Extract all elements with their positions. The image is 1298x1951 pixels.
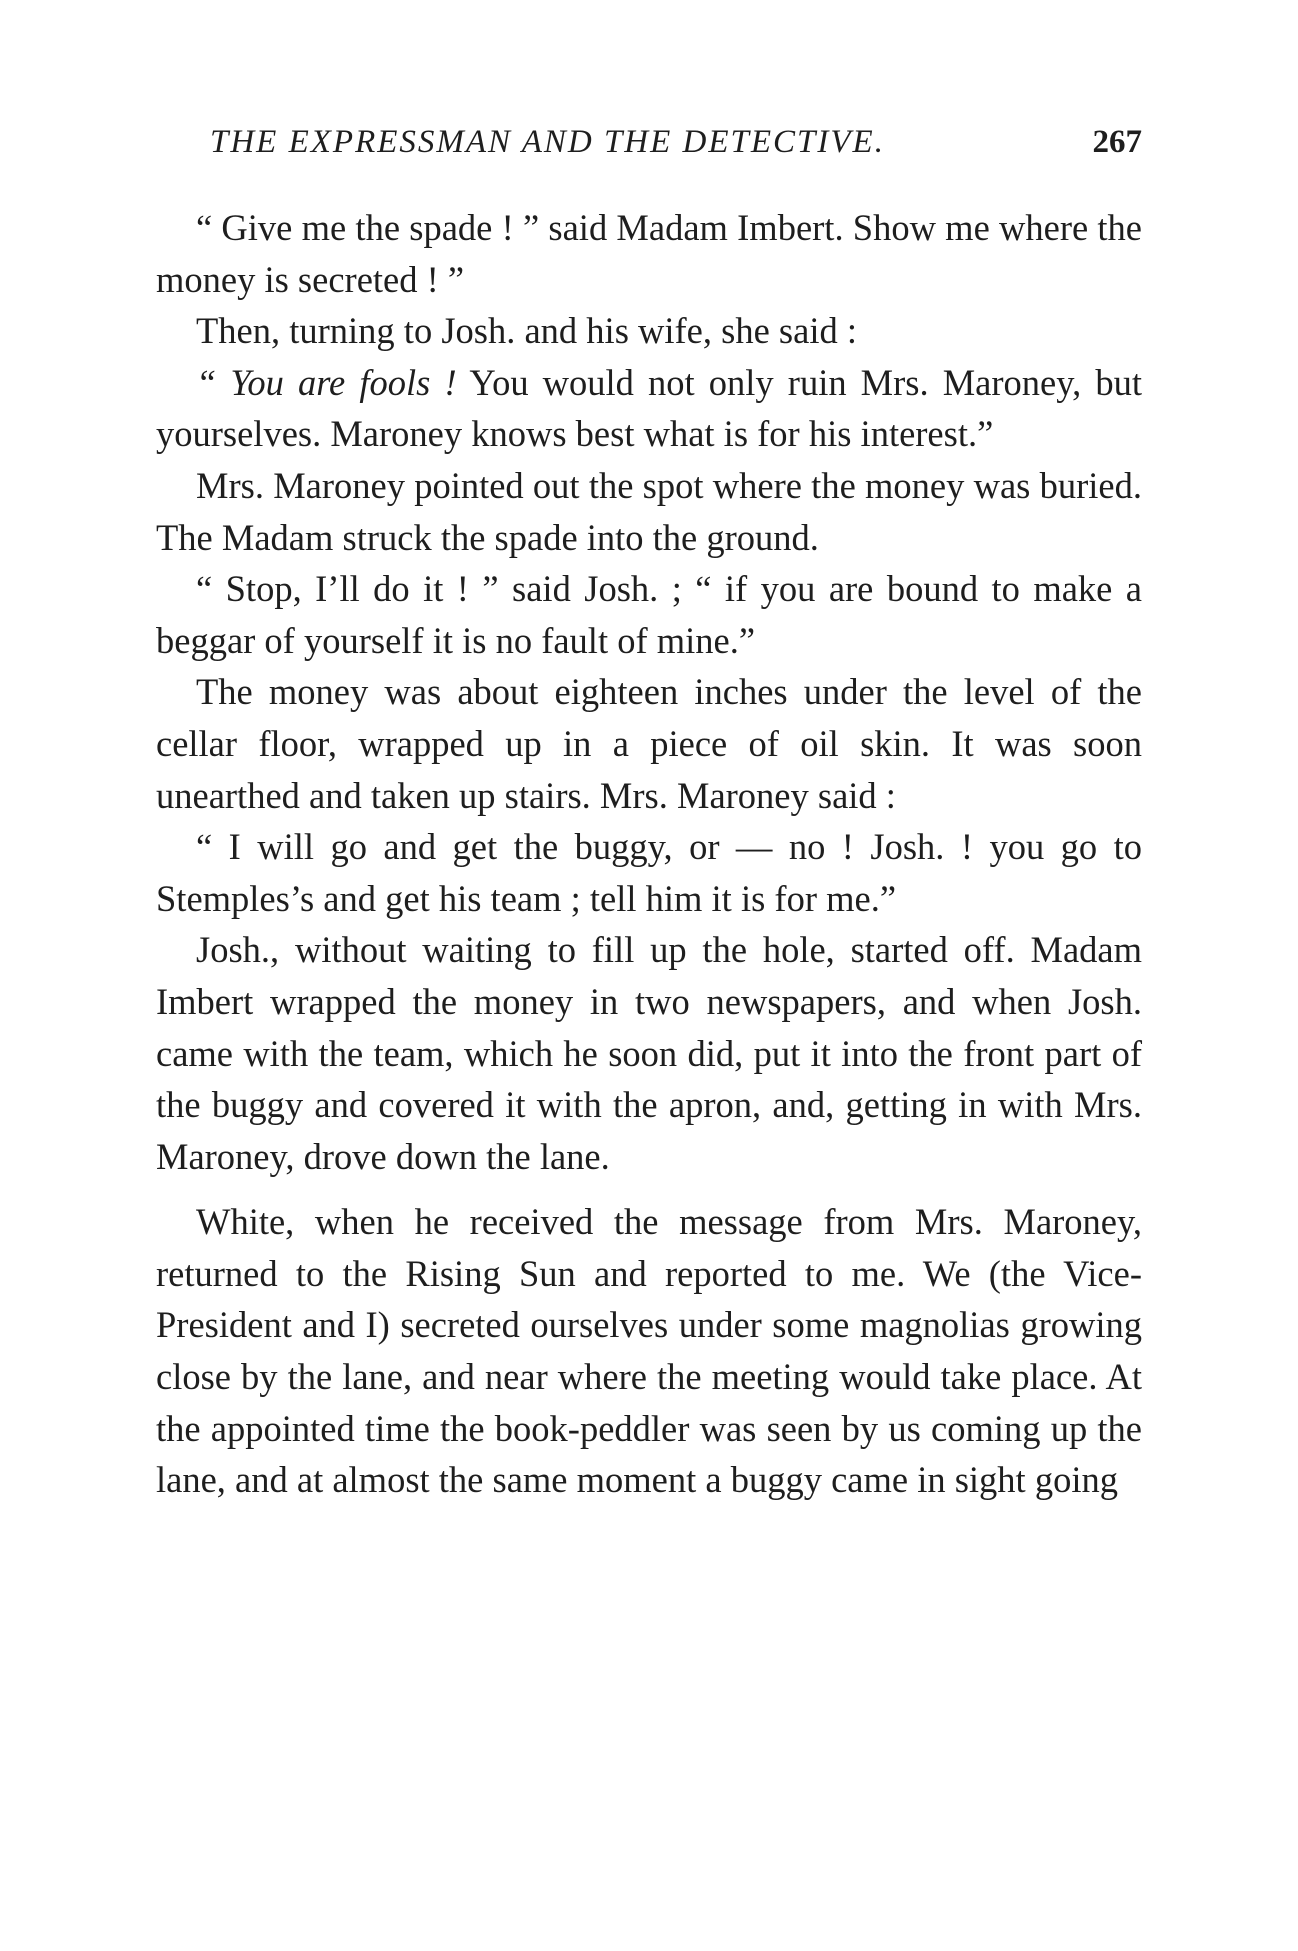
paragraph-8-text: Josh., without waiting to fill up the hole, started off. Madam Imbert wrapped the money in two newspapers, and when Josh. came with the team, which he soon did, put it into the front part of the buggy and covered it with the apron, and, getting in with Mrs. Maroney, drove down the lane. [156, 929, 1142, 1177]
paragraph-9 [156, 1196, 1142, 1506]
paragraph-2-text: Then, turning to Josh. and his wife, she said : [196, 310, 857, 352]
body-text [156, 202, 1142, 1506]
running-title: THE EXPRESSMAN AND THE DETECTIVE. [210, 124, 885, 160]
paragraph-4 [156, 460, 1142, 563]
paragraph-3-text: You would not only ruin Mrs. Maroney, but yourselves. Maroney knows best what is for his interest.” [156, 361, 1142, 455]
page-number: 267 [1092, 124, 1142, 160]
paragraph-1 [156, 202, 1142, 305]
paragraph-7-text: “ I will go and get the buggy, or — no ! Josh. ! you go to Stemples’s and get his team ; tell him it is for me.” [156, 826, 1142, 919]
paragraph-9-text: White, when he received the message from Mrs. Maroney, returned to the Rising Sun and reported to me. We (the Vice-President and I) secreted ourselves under some magnolias growing close by the lane, and near where the meeting would take place. At the appointed time the book-peddler was seen by us coming up the lane, and at almost the same moment a buggy came in sight going [156, 1201, 1142, 1501]
paragraph-3-italic: “ You are fools ! [196, 361, 457, 403]
paragraph-4-text: Mrs. Maroney pointed out the spot where the money was buried. The Madam struck the spade into the ground. [156, 464, 1142, 558]
paragraph-1-text: “ Give me the spade ! ” said Madam Imbert. Show me where the money is secreted ! ” [156, 207, 1142, 300]
paragraph-7 [156, 821, 1142, 924]
running-header [210, 124, 1142, 174]
paragraph-2 [156, 305, 1142, 357]
paragraph-8 [156, 924, 1142, 1182]
paragraph-6 [156, 666, 1142, 821]
paragraph-3 [156, 357, 1142, 460]
paragraph-5 [156, 563, 1142, 666]
paragraph-5-text: “ Stop, I’ll do it ! ” said Josh. ; “ if you are bound to make a beggar of yourself it is no fault of mine.” [156, 568, 1142, 661]
paragraph-6-text: The money was about eighteen inches under the level of the cellar floor, wrapped up in a piece of oil skin. It was soon unearthed and taken up stairs. Mrs. Maroney said : [156, 671, 1142, 816]
